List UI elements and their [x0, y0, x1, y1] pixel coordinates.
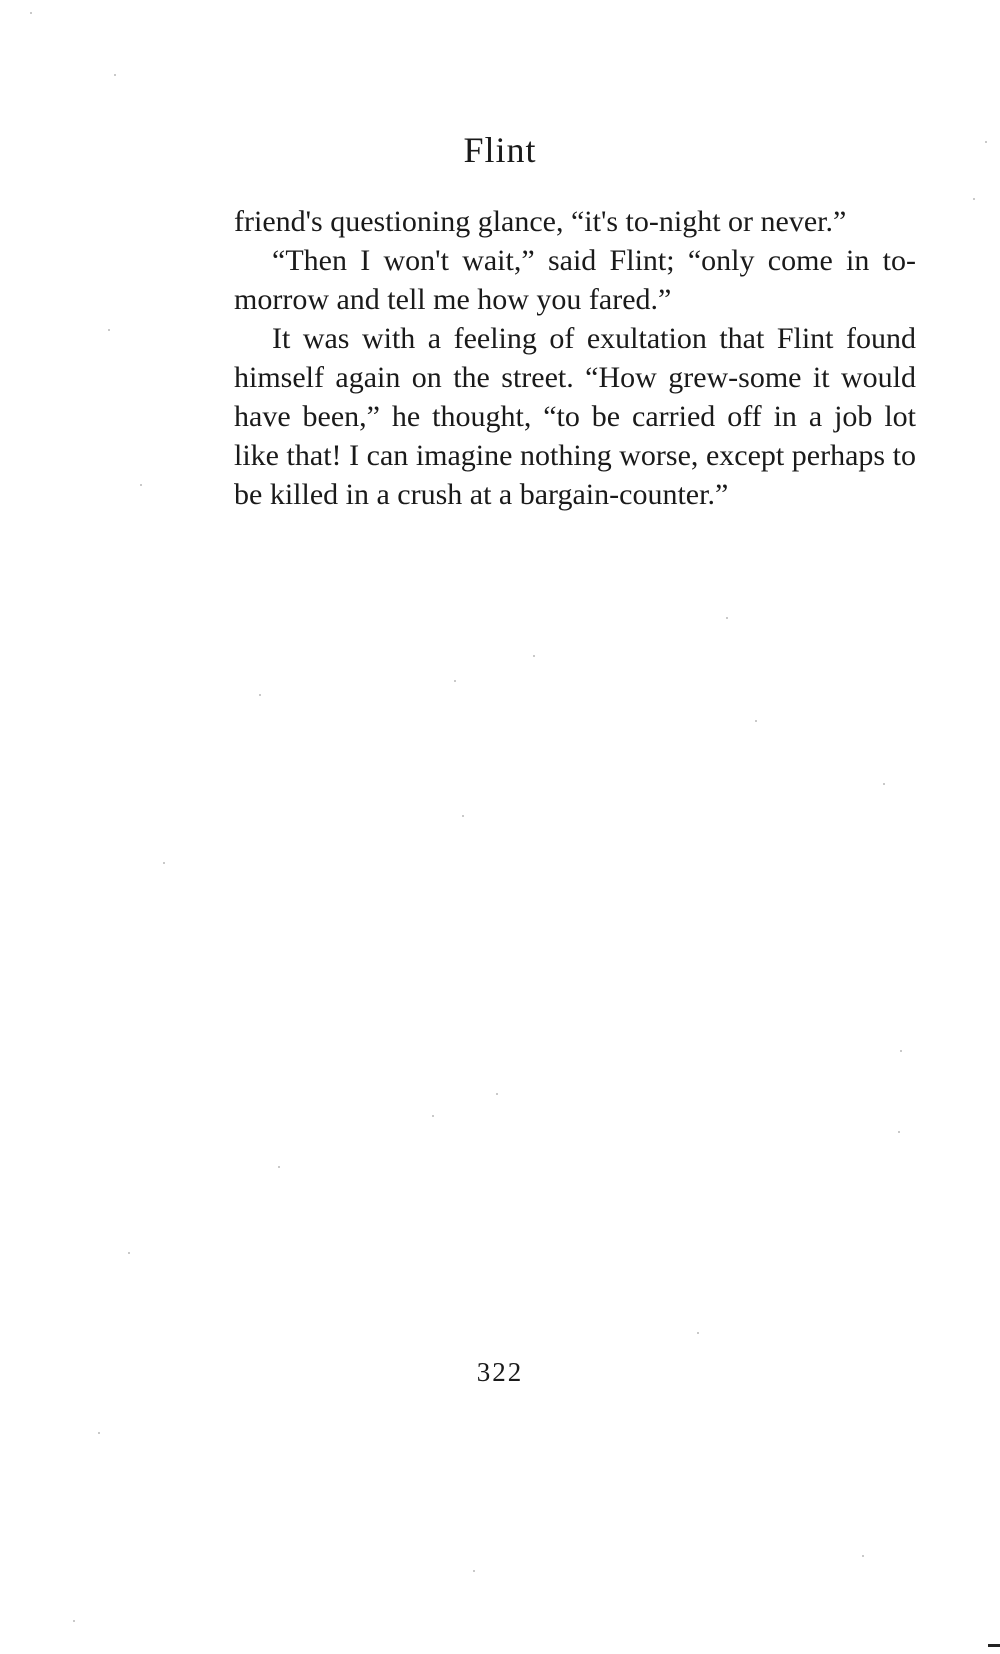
paragraph-exultation: It was with a feeling of exultation that Flint found himself again on the street. “How grew-some it would have been,” he thought, “to be carried off in a job lot like that! I can imagine nothing worse, except perhaps to be killed in a crush at a bargain-counter.”	[234, 322, 916, 511]
body-text	[234, 202, 916, 514]
paragraph-continuation: friend's questioning glance, “it's to-night or never.”	[234, 205, 847, 238]
scan-speck	[755, 720, 757, 722]
scan-speck	[278, 1166, 280, 1168]
scan-speck	[462, 815, 464, 817]
scan-speck	[697, 1332, 699, 1334]
scan-speck	[73, 1620, 75, 1622]
scan-speck	[883, 783, 885, 785]
scan-speck	[30, 12, 32, 14]
scan-speck	[726, 617, 728, 619]
scan-speck	[163, 862, 165, 864]
scan-speck	[98, 1432, 100, 1434]
running-head: Flint	[463, 130, 537, 170]
scan-edge-mark	[988, 1644, 1000, 1647]
scan-speck	[473, 1570, 475, 1572]
scan-speck	[898, 1131, 900, 1133]
scan-speck	[259, 694, 261, 696]
scan-speck	[862, 1555, 864, 1557]
scan-speck	[432, 1115, 434, 1117]
paragraph-dialogue: “Then I won't wait,” said Flint; “only come in to-morrow and tell me how you fared.”	[234, 244, 916, 316]
page-number: 322	[476, 1357, 524, 1387]
scan-speck	[114, 74, 116, 76]
scan-speck	[128, 1252, 130, 1254]
scan-speck	[533, 655, 535, 657]
scan-speck	[900, 1050, 902, 1052]
scan-speck	[108, 329, 110, 331]
scan-speck	[496, 1093, 498, 1095]
scan-speck	[454, 680, 456, 682]
scan-speck	[973, 198, 975, 200]
scan-speck	[985, 141, 987, 143]
scan-speck	[140, 484, 142, 486]
